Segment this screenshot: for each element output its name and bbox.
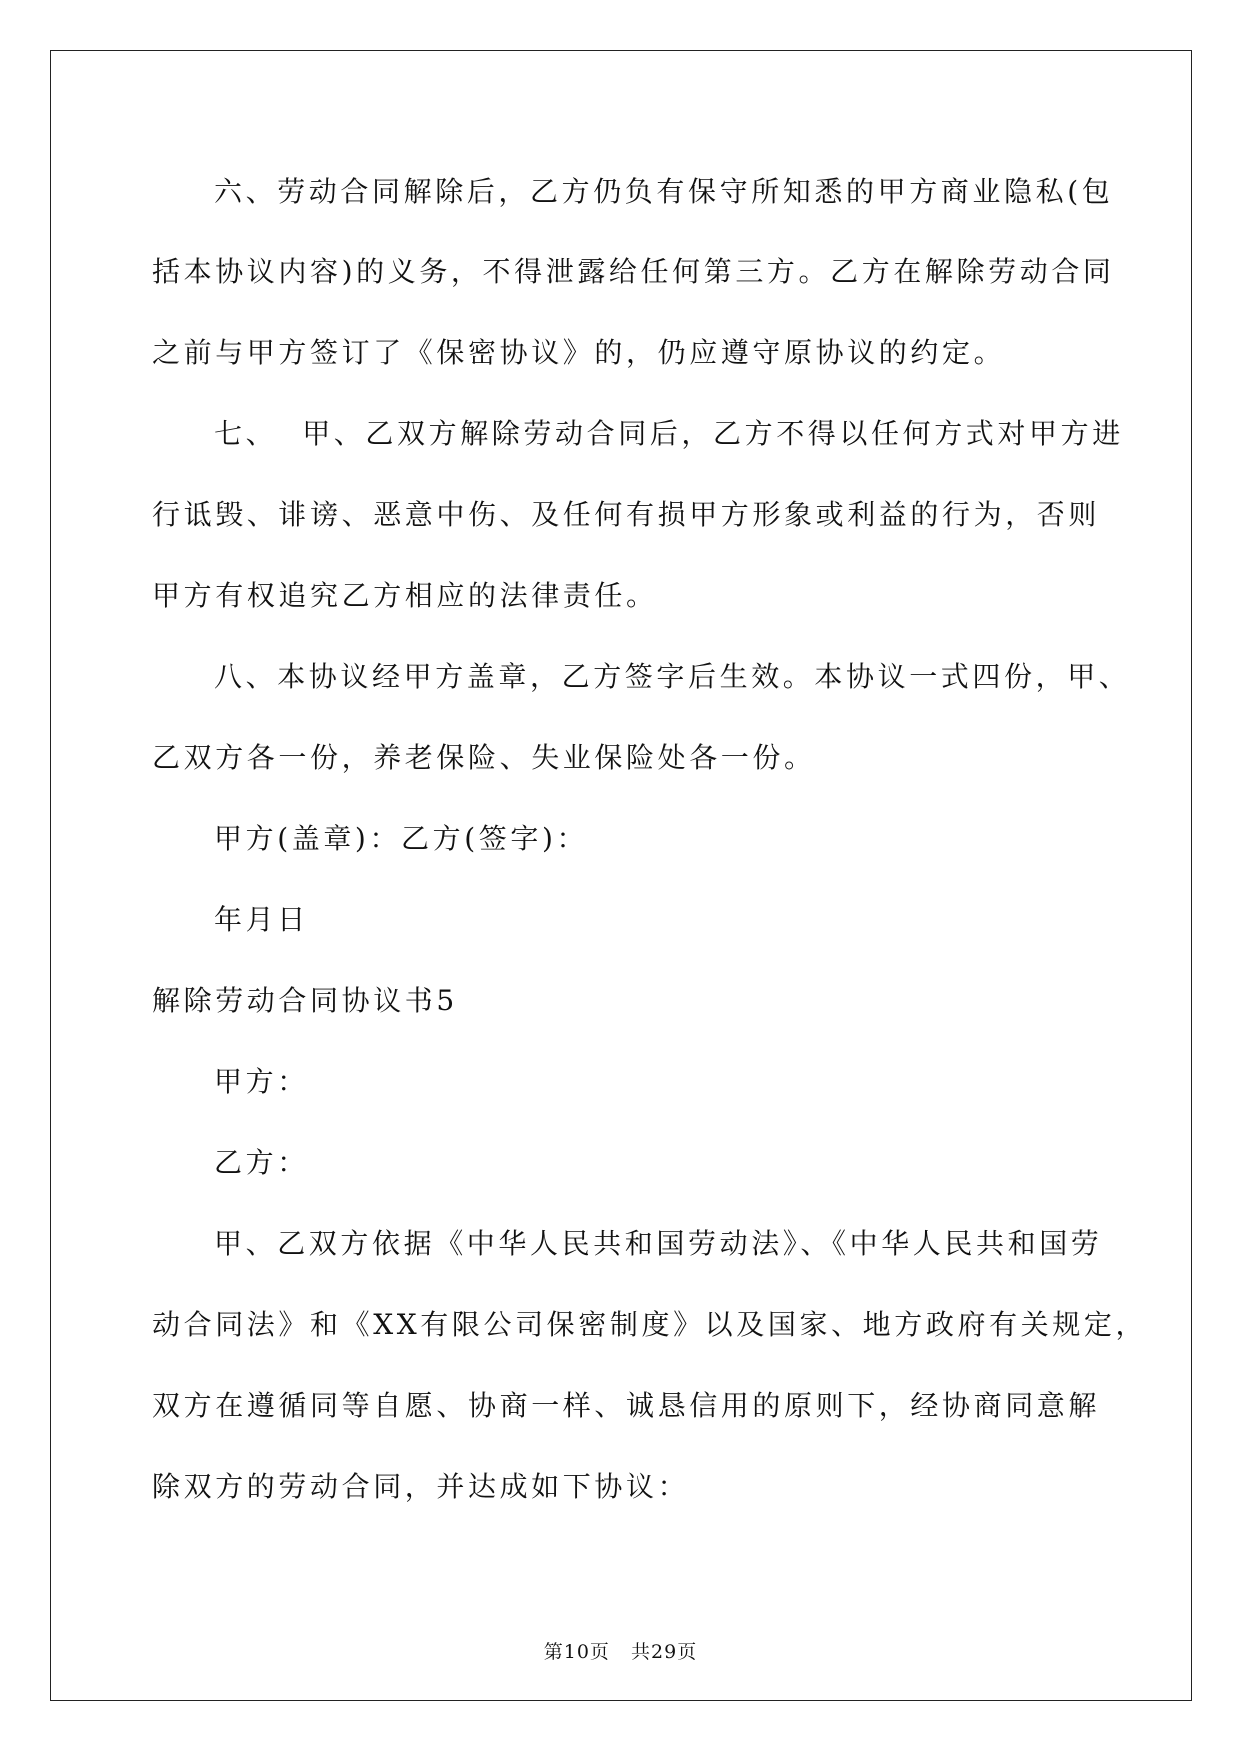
intro-line-2: 动合同法》和《XX有限公司保密制度》以及国家、地方政府有关规定， [152, 1308, 1148, 1341]
party-b-label: 乙方： [214, 1146, 309, 1179]
paragraph-6-line-3: 之前与甲方签订了《保密协议》的，仍应遵守原协议的约定。 [152, 336, 1006, 369]
paragraph-8-line-2: 乙双方各一份，养老保险、失业保险处各一份。 [152, 741, 816, 774]
paragraph-6-line-1: 六、劳动合同解除后，乙方仍负有保守所知悉的甲方商业隐私(包 [214, 175, 1114, 208]
intro-line-1: 甲、乙双方依据《中华人民共和国劳动法》、《中华人民共和国劳 [214, 1227, 1103, 1260]
paragraph-7-line-3: 甲方有权追究乙方相应的法律责任。 [152, 579, 658, 612]
paragraph-8-line-1: 八、本协议经甲方盖章，乙方签字后生效。本协议一式四份，甲、 [214, 660, 1131, 693]
signature-line: 甲方(盖章)：乙方(签字)： [214, 822, 589, 855]
page-number-footer: 第10页 共29页 [543, 1641, 698, 1663]
paragraph-7-line-1: 七、 甲、乙双方解除劳动合同后，乙方不得以任何方式对甲方进 [214, 417, 1124, 450]
party-a-label: 甲方： [214, 1065, 309, 1098]
date-line: 年月日 [214, 903, 309, 936]
intro-line-4: 除双方的劳动合同，并达成如下协议： [152, 1470, 690, 1503]
intro-line-3: 双方在遵循同等自愿、协商一样、诚恳信用的原则下，经协商同意解 [152, 1389, 1101, 1422]
section-heading: 解除劳动合同协议书5 [152, 984, 458, 1017]
paragraph-6-line-2: 括本协议内容)的义务，不得泄露给任何第三方。乙方在解除劳动合同 [152, 255, 1115, 288]
paragraph-7-line-2: 行诋毁、诽谤、恶意中伤、及任何有损甲方形象或利益的行为，否则 [152, 498, 1101, 531]
page-border [50, 50, 1192, 1701]
